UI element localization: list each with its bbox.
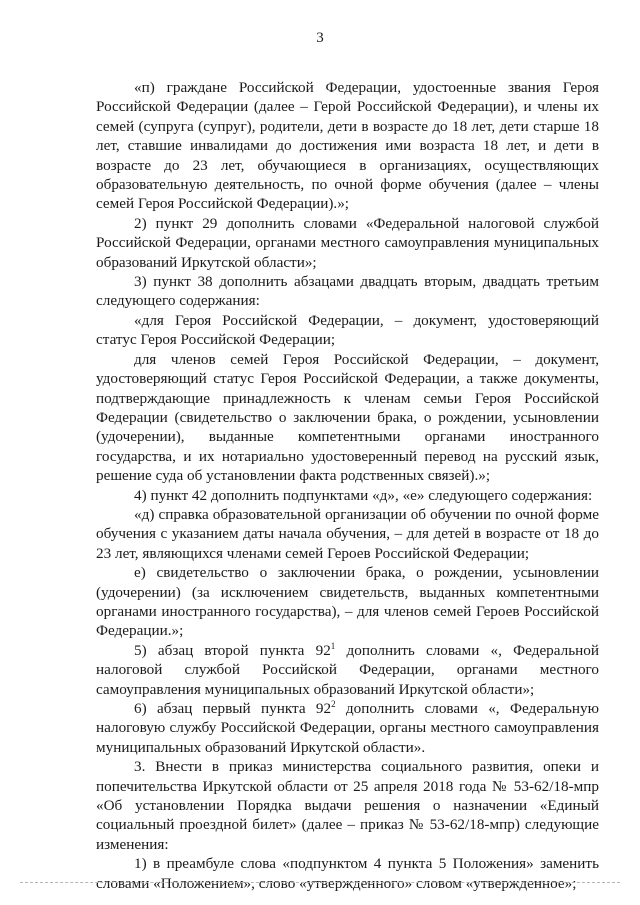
paragraph-subitem-d: «д) справка образовательной организации об обучении по очной форме обучения с указанием даты начала обучения, – для детей в возрасте от 18 до 23 лет, являющихся членами семей Героев Российской Федерации; — [96, 505, 599, 562]
paragraph-item-4: 4) пункт 42 дополнить подпунктами «д», «е» следующего содержания: — [134, 486, 593, 504]
footer-divider — [20, 882, 620, 883]
paragraph-item-6 — [96, 699, 599, 757]
paragraph-item-p: «п) граждане Российской Федерации, удостоенные звания Героя Российской Федерации (далее – Герой Российской Федерации), и члены их семей (супруга (супруг), родители, дети в возрасте до 18 лет, дети старше 18 лет, ставшие инвалидами до достижения ими возраста 18 лет, и дети в возрасте до 23 лет, обучающиеся в организациях, осуществляющих образовательную деятельность, по очной форме обучения (далее – члены семей Героя Российской Федерации).»; — [96, 79, 599, 213]
item5-superscript: 1 — [330, 640, 336, 651]
item5-text-start: 5) абзац второй пункта 92 — [134, 641, 331, 659]
paragraph-family-document: для членов семей Героя Российской Федерации, – документ, удостоверяющий статус Героя Российской Федерации, а также документы, подтверждающие принадлежность к членам семьи Героя Российской Федерации (свидетельство о заключении брака, о рождении, усыновлении (удочерении), выданные компетентными органами иностранного государства, и их нотариально удостоверенный перевод на русский язык, решение суда об установлении факта родственных связей).»; — [96, 350, 599, 485]
document-body — [96, 78, 599, 893]
paragraph-hero-document: «для Героя Российской Федерации, – документ, удостоверяющий статус Героя Российской Федерации; — [96, 311, 599, 349]
page-number: 3 — [316, 30, 324, 46]
paragraph-section-3: 3. Внести в приказ министерства социального развития, опеки и попечительства Иркутской области от 25 апреля 2018 года № 53-62/18-мпр «Об установлении Порядка выдачи решения о назначении «Единый социальный проездной билет» (далее – приказ № 53-62/18-мпр) следующие изменения: — [96, 758, 599, 853]
paragraph-item-5 — [96, 641, 599, 699]
item6-text-start: 6) абзац первый пункта 92 — [134, 700, 332, 717]
item6-text-end: дополнить словами «, Федеральную налоговую службу Российской Федерации, органы местного самоуправления муниципальных образований Иркутской области». — [96, 700, 599, 756]
paragraph-section-3-item-1: 1) в преамбуле слова «подпунктом 4 пункта 5 Положения» заменить словами «Положением», слово «утвержденного» словом «утвержденное»; — [96, 855, 599, 892]
paragraph-subitem-e: е) свидетельство о заключении брака, о рождении, усыновлении (удочерении) (за исключением свидетельств, выданных компетентными органами иностранного государства), – для членов семей Героев Российской Федерации.»; — [96, 564, 599, 640]
item6-superscript: 2 — [331, 699, 336, 709]
paragraph-item-2: 2) пункт 29 дополнить словами «Федеральной налоговой службой Российской Федерации, органами местного самоуправления муниципальных образований Иркутской области»; — [96, 214, 599, 271]
item5-text-end: дополнить словами «, Федеральной налоговой службой Российской Федерации, органами местного самоуправления муниципальных образований Иркутской области»; — [96, 641, 600, 698]
paragraph-item-3: 3) пункт 38 дополнить абзацами двадцать вторым, двадцать третьим следующего содержания: — [96, 273, 599, 310]
